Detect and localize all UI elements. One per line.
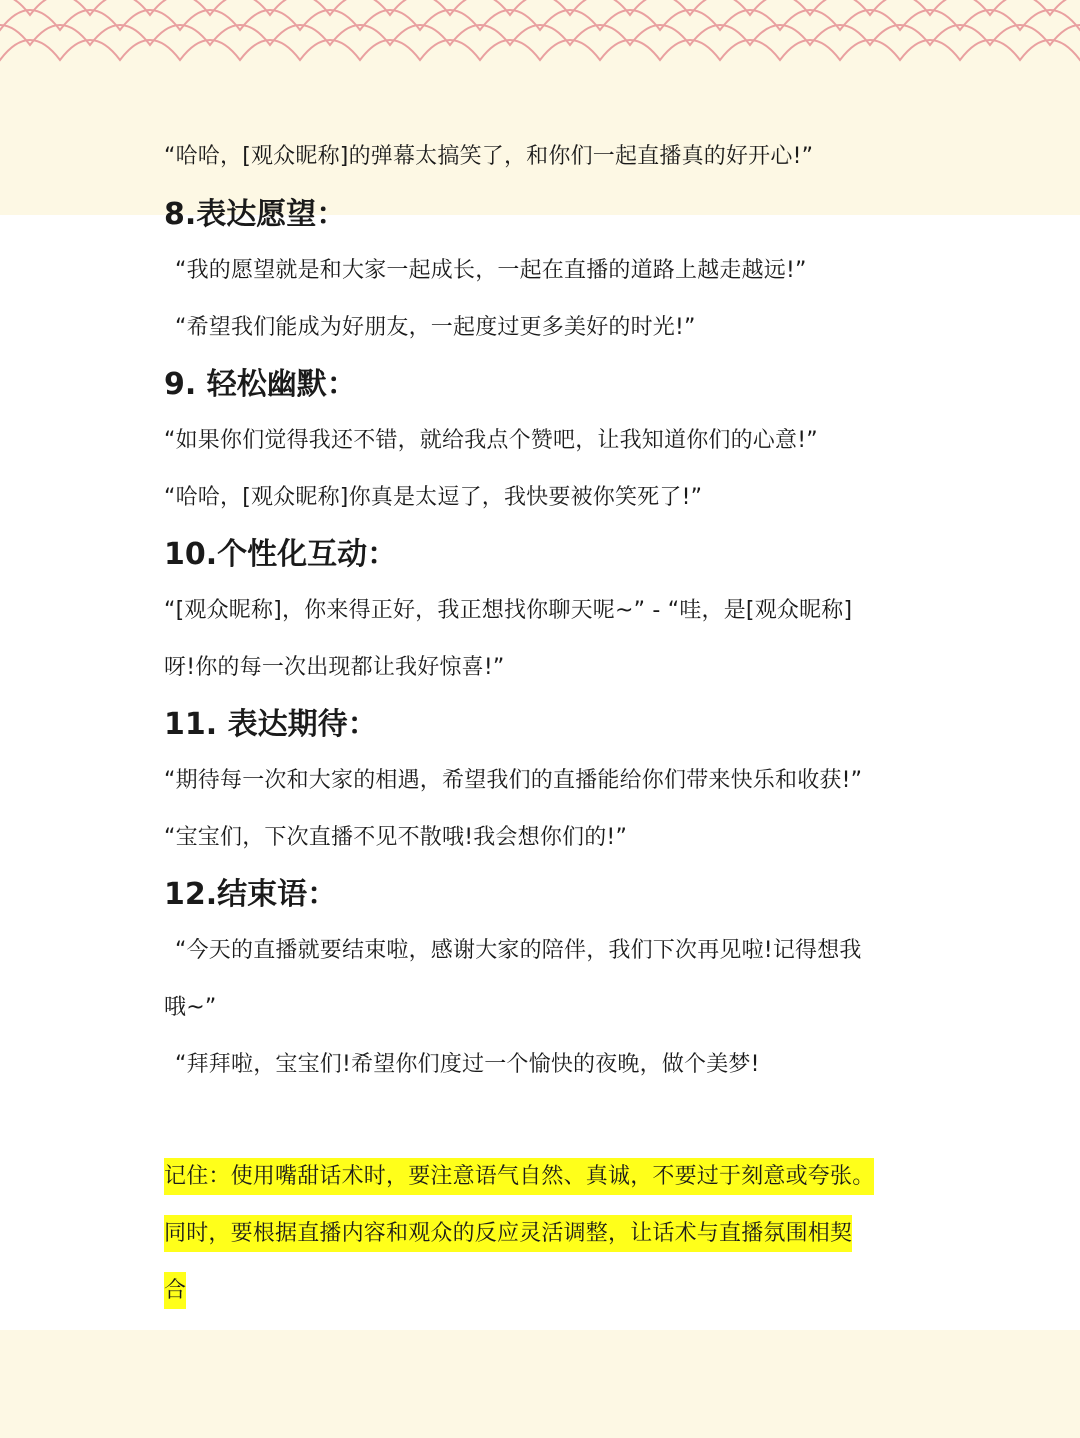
quote-line: “如果你们觉得我还不错，就给我点个赞吧，让我知道你们的心意!” bbox=[164, 428, 818, 453]
reminder-highlight: 同时，要根据直播内容和观众的反应灵活调整，让话术与直播氛围相契 bbox=[164, 1215, 852, 1252]
quote-line: 哦~” bbox=[164, 995, 217, 1020]
quote-line: “拜拜啦，宝宝们!希望你们度过一个愉快的夜晚，做个美梦! bbox=[175, 1052, 760, 1077]
quote-line: “我的愿望就是和大家一起成长，一起在直播的道路上越走越远!” bbox=[175, 258, 807, 283]
bottom-background-band bbox=[0, 1330, 1080, 1438]
reminder-highlight: 记住：使用嘴甜话术时，要注意语气自然、真诚，不要过于刻意或夸张。 bbox=[164, 1158, 874, 1195]
quote-line: “哈哈，[观众昵称]你真是太逗了，我快要被你笑死了!” bbox=[164, 485, 703, 510]
quote-line: “期待每一次和大家的相遇，希望我们的直播能给你们带来快乐和收获!” bbox=[164, 768, 863, 793]
reminder-highlight: 合 bbox=[164, 1272, 186, 1309]
reminder-line bbox=[164, 1276, 186, 1306]
section-heading-8: 8.表达愿望： bbox=[164, 197, 347, 232]
section-heading-10: 10.个性化互动： bbox=[164, 537, 398, 572]
quote-line: 呀!你的每一次出现都让我好惊喜!” bbox=[164, 655, 505, 680]
section-heading-9: 9. 轻松幽默： bbox=[164, 367, 357, 402]
decorative-wave-border-icon bbox=[0, 0, 1080, 75]
reminder-line bbox=[164, 1219, 852, 1249]
quote-line: “今天的直播就要结束啦，感谢大家的陪伴，我们下次再见啦!记得想我 bbox=[175, 938, 862, 963]
section-heading-12: 12.结束语： bbox=[164, 877, 338, 912]
reminder-line bbox=[164, 1162, 874, 1192]
quote-line: “哈哈，[观众昵称]的弹幕太搞笑了，和你们一起直播真的好开心!” bbox=[164, 144, 814, 169]
quote-line: “希望我们能成为好朋友，一起度过更多美好的时光!” bbox=[175, 315, 696, 340]
section-heading-11: 11. 表达期待： bbox=[164, 707, 378, 742]
quote-line: “[观众昵称]，你来得正好，我正想找你聊天呢~” - “哇，是[观众昵称] bbox=[164, 598, 853, 623]
quote-line: “宝宝们，下次直播不见不散哦!我会想你们的!” bbox=[164, 825, 628, 850]
